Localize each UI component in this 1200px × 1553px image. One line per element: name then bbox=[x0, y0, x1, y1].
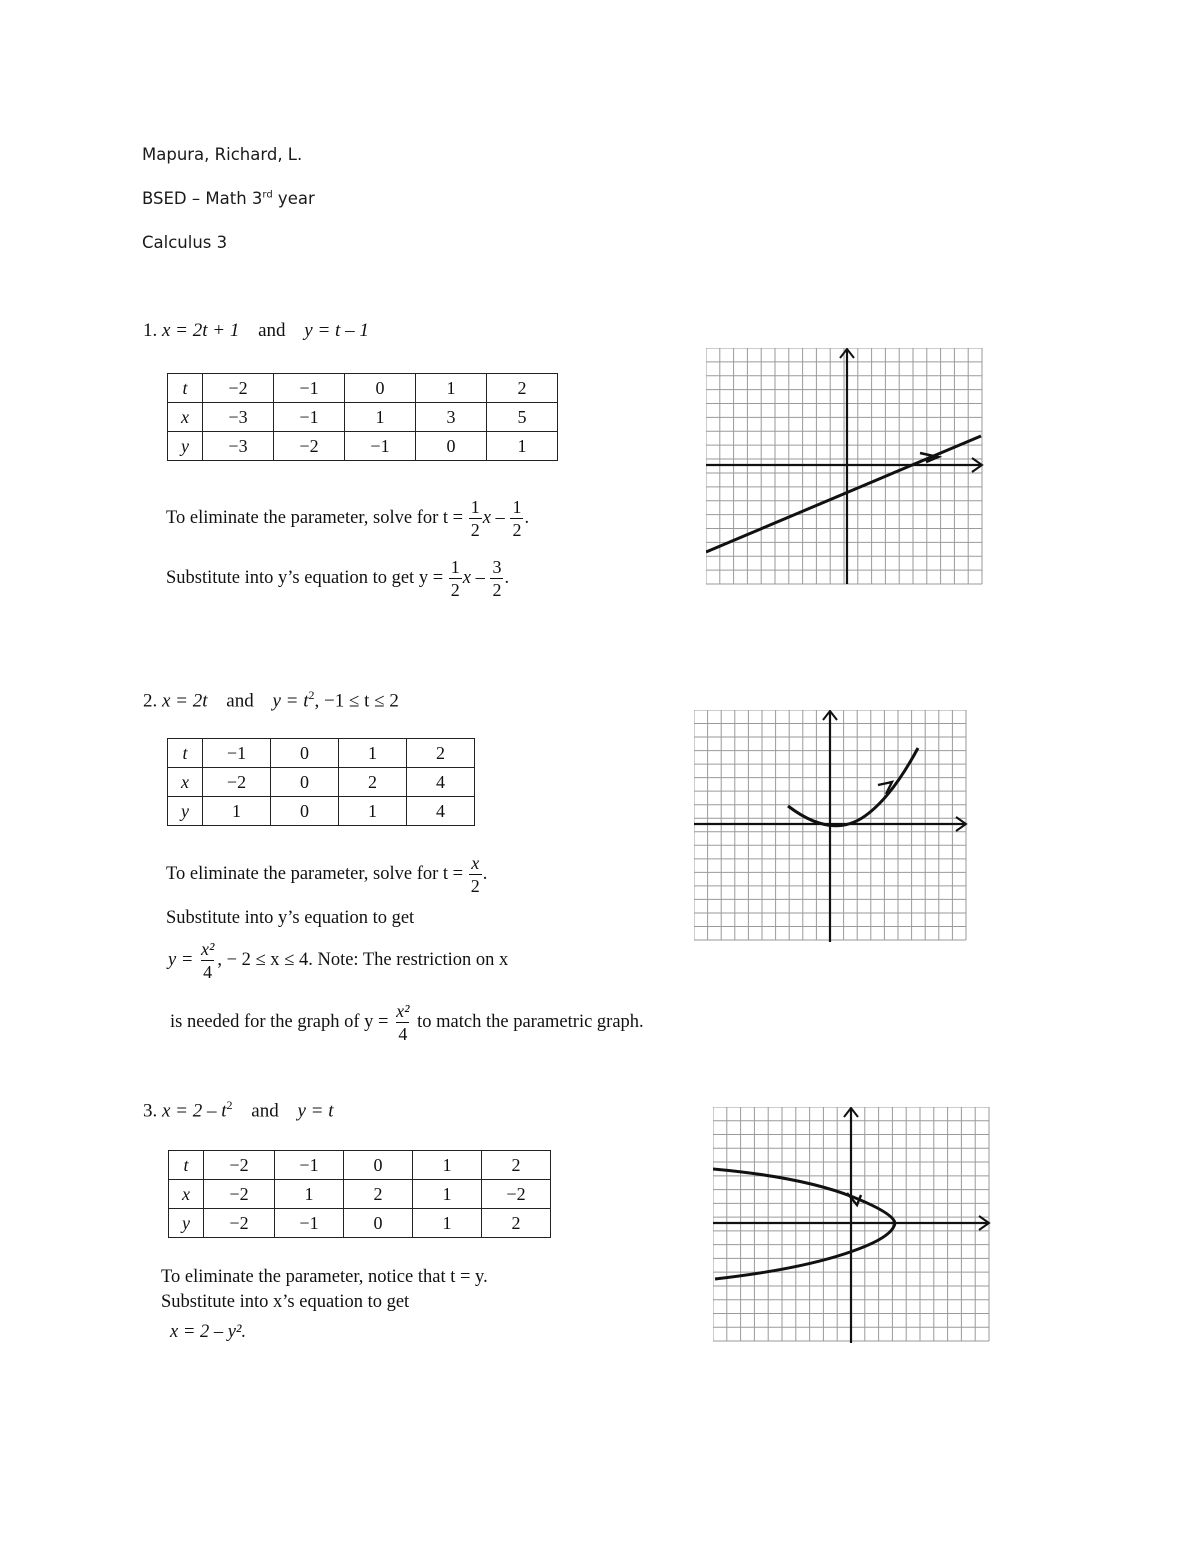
problem-3-y-equation: y = t bbox=[297, 1100, 334, 1122]
table-cell: y bbox=[168, 432, 203, 461]
subject-line: Calculus 3 bbox=[142, 233, 228, 252]
course-prefix: BSED – Math 3 bbox=[142, 189, 263, 208]
problem-2-range: , −1 ≤ t ≤ 2 bbox=[314, 690, 399, 712]
table-row bbox=[168, 739, 475, 768]
problem-3-and: and bbox=[251, 1100, 279, 1122]
problem-3-result-line: x = 2 – y². bbox=[170, 1322, 247, 1342]
table-cell: t bbox=[168, 739, 203, 768]
denominator: 4 bbox=[203, 962, 213, 982]
fraction bbox=[469, 496, 482, 541]
numerator: 3 bbox=[492, 557, 502, 577]
problem-2-restriction-line bbox=[170, 1000, 644, 1045]
denominator: 2 bbox=[512, 520, 522, 540]
table-cell: 5 bbox=[487, 403, 558, 432]
numerator: 1 bbox=[512, 497, 522, 517]
table-cell: 1 bbox=[345, 403, 416, 432]
denominator: 2 bbox=[470, 876, 480, 896]
table-cell: 0 bbox=[416, 432, 487, 461]
problem-2-graph bbox=[694, 710, 970, 944]
table-cell: −2 bbox=[204, 1209, 275, 1238]
table-cell: −1 bbox=[275, 1151, 344, 1180]
table-row bbox=[168, 768, 475, 797]
problem-1-graph bbox=[706, 348, 986, 588]
table-cell: 0 bbox=[271, 768, 339, 797]
table-cell: t bbox=[168, 374, 203, 403]
table-cell: 0 bbox=[271, 739, 339, 768]
period: . bbox=[524, 507, 530, 528]
numerator: x² bbox=[396, 1001, 410, 1021]
substitute-text: Substitute into y’s equation to get y = bbox=[166, 567, 448, 588]
solve-text: To eliminate the parameter, solve for t = bbox=[166, 507, 468, 528]
problem-3-x-equation: x = 2 – t bbox=[162, 1100, 227, 1122]
table-cell: −1 bbox=[345, 432, 416, 461]
problem-2-title bbox=[143, 688, 399, 712]
table-row bbox=[169, 1209, 551, 1238]
restriction-text: is needed for the graph of y = bbox=[170, 1011, 394, 1032]
table-row bbox=[169, 1180, 551, 1209]
table-cell: −3 bbox=[203, 403, 274, 432]
fraction bbox=[199, 938, 216, 983]
problem-2-table bbox=[167, 738, 475, 826]
problem-3-notice-line: To eliminate the parameter, notice that t = y. bbox=[161, 1267, 488, 1287]
problem-2-number: 2. bbox=[143, 690, 158, 712]
denominator: 2 bbox=[492, 580, 502, 600]
problem-2-x-equation: x = 2t bbox=[162, 690, 208, 712]
period: . bbox=[482, 863, 488, 884]
table-cell: 2 bbox=[482, 1209, 551, 1238]
period: . bbox=[504, 567, 510, 588]
table-cell: x bbox=[168, 403, 203, 432]
table-cell: 1 bbox=[416, 374, 487, 403]
table-cell: 0 bbox=[344, 1151, 413, 1180]
table-row bbox=[168, 403, 558, 432]
solve-mid: x – bbox=[482, 507, 510, 528]
table-cell: −2 bbox=[204, 1180, 275, 1209]
table-cell: 1 bbox=[339, 797, 407, 826]
course-superscript: rd bbox=[262, 189, 273, 201]
table-cell: −3 bbox=[203, 432, 274, 461]
table-cell: 1 bbox=[339, 739, 407, 768]
table-cell: x bbox=[168, 768, 203, 797]
table-cell: 0 bbox=[345, 374, 416, 403]
table-cell: 0 bbox=[271, 797, 339, 826]
table-cell: x bbox=[169, 1180, 204, 1209]
course-suffix: year bbox=[272, 189, 315, 208]
table-cell: 1 bbox=[275, 1180, 344, 1209]
table-cell: t bbox=[169, 1151, 204, 1180]
table-cell: 1 bbox=[413, 1209, 482, 1238]
table-cell: 2 bbox=[482, 1151, 551, 1180]
problem-3-title bbox=[143, 1098, 334, 1122]
problem-3-number: 3. bbox=[143, 1100, 158, 1122]
problem-3-table bbox=[168, 1150, 551, 1238]
problem-3-substitute-line: Substitute into x’s equation to get bbox=[161, 1292, 410, 1312]
table-cell: −2 bbox=[274, 432, 345, 461]
fraction bbox=[510, 496, 523, 541]
problem-1-title bbox=[143, 320, 369, 342]
table-row bbox=[168, 374, 558, 403]
table-cell: 1 bbox=[487, 432, 558, 461]
denominator: 2 bbox=[470, 520, 480, 540]
table-cell: −2 bbox=[204, 1151, 275, 1180]
problem-1-substitute-line bbox=[166, 556, 509, 601]
table-cell: 0 bbox=[344, 1209, 413, 1238]
problem-2-y-exponent: 2 bbox=[308, 688, 315, 702]
course-line bbox=[142, 189, 315, 208]
table-cell: 4 bbox=[407, 797, 475, 826]
table-cell: 2 bbox=[407, 739, 475, 768]
denominator: 2 bbox=[450, 580, 460, 600]
numerator: 1 bbox=[450, 557, 460, 577]
problem-2-y-equation: y = t bbox=[272, 690, 309, 712]
table-cell: −1 bbox=[203, 739, 271, 768]
problem-2-substitute-line: Substitute into y’s equation to get bbox=[166, 908, 415, 928]
result-prefix: y = bbox=[168, 949, 198, 970]
problem-1-solve-line bbox=[166, 496, 529, 541]
table-cell: −2 bbox=[203, 374, 274, 403]
problem-1-y-equation: y = t – 1 bbox=[304, 320, 369, 341]
solve-text: To eliminate the parameter, solve for t = bbox=[166, 863, 468, 884]
table-cell: y bbox=[169, 1209, 204, 1238]
table-cell: −2 bbox=[203, 768, 271, 797]
numerator: 1 bbox=[470, 497, 480, 517]
table-cell: 2 bbox=[344, 1180, 413, 1209]
numerator: x bbox=[471, 853, 480, 873]
table-cell: 2 bbox=[487, 374, 558, 403]
table-cell: −2 bbox=[482, 1180, 551, 1209]
problem-2-solve-line bbox=[166, 852, 487, 897]
table-cell: 4 bbox=[407, 768, 475, 797]
fraction bbox=[449, 556, 462, 601]
table-cell: −1 bbox=[274, 403, 345, 432]
table-cell: 3 bbox=[416, 403, 487, 432]
table-cell: −1 bbox=[274, 374, 345, 403]
denominator: 4 bbox=[398, 1024, 408, 1044]
student-name: Mapura, Richard, L. bbox=[142, 145, 303, 164]
table-cell: y bbox=[168, 797, 203, 826]
problem-2-result-line bbox=[168, 938, 508, 983]
table-cell: 1 bbox=[413, 1180, 482, 1209]
problem-3-x-exponent: 2 bbox=[226, 1098, 233, 1112]
problem-2-and: and bbox=[226, 690, 254, 712]
fraction bbox=[490, 556, 503, 601]
problem-1-x-equation: x = 2t + 1 bbox=[162, 320, 240, 341]
result-note: , − 2 ≤ x ≤ 4. Note: The restriction on x bbox=[217, 949, 509, 970]
problem-3-graph bbox=[713, 1107, 993, 1345]
table-row bbox=[169, 1151, 551, 1180]
problem-1-number: 1. bbox=[143, 320, 158, 341]
fraction bbox=[469, 852, 482, 897]
table-cell: 1 bbox=[203, 797, 271, 826]
problem-1-and: and bbox=[258, 320, 286, 341]
restriction-end: to match the parametric graph. bbox=[412, 1011, 644, 1032]
substitute-mid: x – bbox=[462, 567, 490, 588]
problem-1-table bbox=[167, 373, 558, 461]
table-cell: 2 bbox=[339, 768, 407, 797]
fraction bbox=[394, 1000, 411, 1045]
numerator: x² bbox=[200, 939, 215, 959]
table-cell: −1 bbox=[275, 1209, 344, 1238]
table-row bbox=[168, 797, 475, 826]
table-cell: 1 bbox=[413, 1151, 482, 1180]
table-row bbox=[168, 432, 558, 461]
